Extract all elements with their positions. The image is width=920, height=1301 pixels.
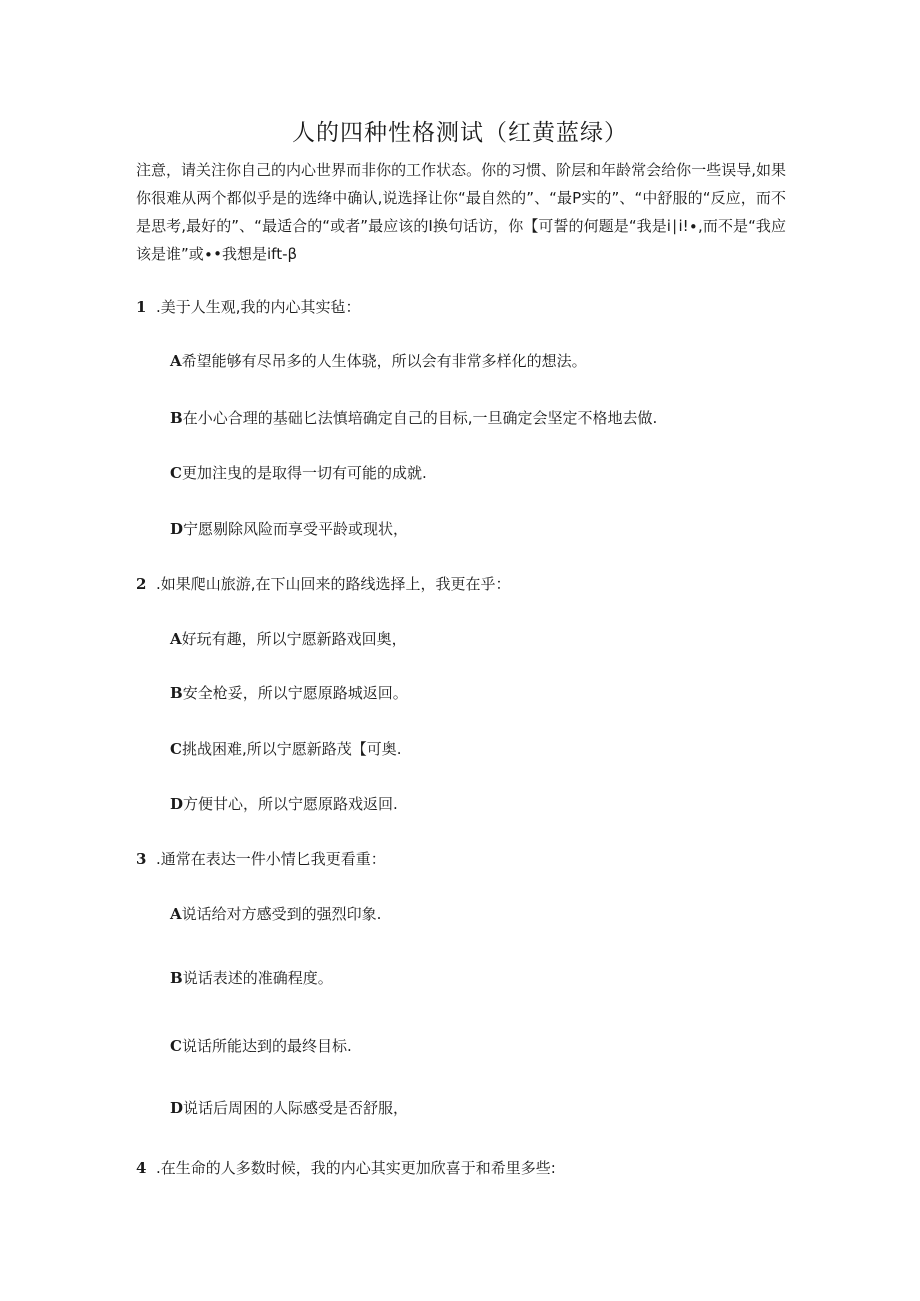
option-letter: C	[170, 464, 182, 482]
option-letter: D	[170, 1099, 184, 1117]
option-text: 好玩有趣，所以宁愿新路戏回奥，	[181, 630, 407, 648]
question-number: 1	[136, 298, 147, 316]
option-letter: A	[170, 905, 182, 923]
option-3b	[170, 968, 790, 988]
option-text: 宁愿剔除风险而享受平龄或现状，	[183, 520, 409, 538]
question-text: .美于人生观,我的内心其实毡：	[156, 298, 361, 316]
option-2d	[170, 794, 790, 814]
option-1d	[170, 519, 790, 539]
option-text: 说话后周困的人际感受是否舒服，	[183, 1099, 409, 1117]
option-text: 安全枪妥，所以宁愿原路城返回。	[182, 684, 408, 702]
question-number: 3	[136, 850, 147, 868]
option-text: 方便甘心，所以宁愿原路戏返回.	[183, 795, 398, 813]
notice-paragraph: 注意，请关注你自己的内心世界而非你的工作状态。你的习惯、阶层和年龄常会给你一些误导,如果你很难从两个都似乎是的选绛中确认,说选择让你“最自然的”、“最P实的”、“中舒服的“反应，而不是思考,最好的”、“最适合的“或者”最应该的I换句话访，你【可誓的何题是“我是i∣i!∙,而不是“我应该是谁”或∙•我想是ift-β	[136, 161, 786, 263]
question-3	[136, 849, 786, 869]
option-letter: A	[170, 630, 182, 648]
option-1a	[170, 351, 790, 371]
option-text: 更加注曳的是取得一切有可能的成就.	[181, 464, 427, 482]
option-letter: B	[170, 969, 183, 987]
option-3d	[170, 1098, 790, 1118]
option-1c	[170, 463, 790, 483]
option-letter: B	[170, 409, 183, 427]
question-number: 2	[136, 575, 147, 593]
page-title: 人的四种性格测试（红黄蓝绿）	[292, 120, 628, 146]
option-2a	[170, 629, 790, 649]
option-letter: D	[170, 520, 184, 538]
question-number: 4	[136, 1159, 147, 1177]
question-1	[136, 297, 786, 317]
option-text: 说话所能达到的最终目标.	[181, 1037, 352, 1055]
question-2	[136, 574, 786, 594]
option-letter: C	[170, 1037, 182, 1055]
option-3a	[170, 904, 790, 924]
option-letter: A	[170, 352, 182, 370]
question-text: .如果爬山旅游,在下山回来的路线选择上，我更在乎：	[156, 575, 511, 593]
option-text: 在小心合理的基础匕法慎培确定自己的目标,一旦确定会坚定不格地去做.	[182, 409, 658, 427]
option-text: 说话给对方感受到的强烈印象.	[181, 905, 382, 923]
option-text: 挑战困难,所以宁愿新路茂【可奥.	[181, 740, 402, 758]
option-3c	[170, 1036, 790, 1056]
question-4	[136, 1158, 786, 1178]
question-text: .在生命的人多数时候，我的内心其实更加欣喜于和希里多些:	[156, 1159, 556, 1177]
option-text: 希望能够有尽吊多的人生体骁，所以会有非常多样化的想法。	[181, 352, 587, 370]
option-2b	[170, 683, 790, 703]
question-text: .通常在表达一件小情匕我更看重：	[156, 850, 386, 868]
option-letter: C	[170, 740, 182, 758]
option-letter: D	[170, 795, 184, 813]
option-1b	[170, 408, 790, 428]
option-2c	[170, 739, 790, 759]
option-letter: B	[170, 684, 183, 702]
option-text: 说话表述的准确程度。	[182, 969, 333, 987]
